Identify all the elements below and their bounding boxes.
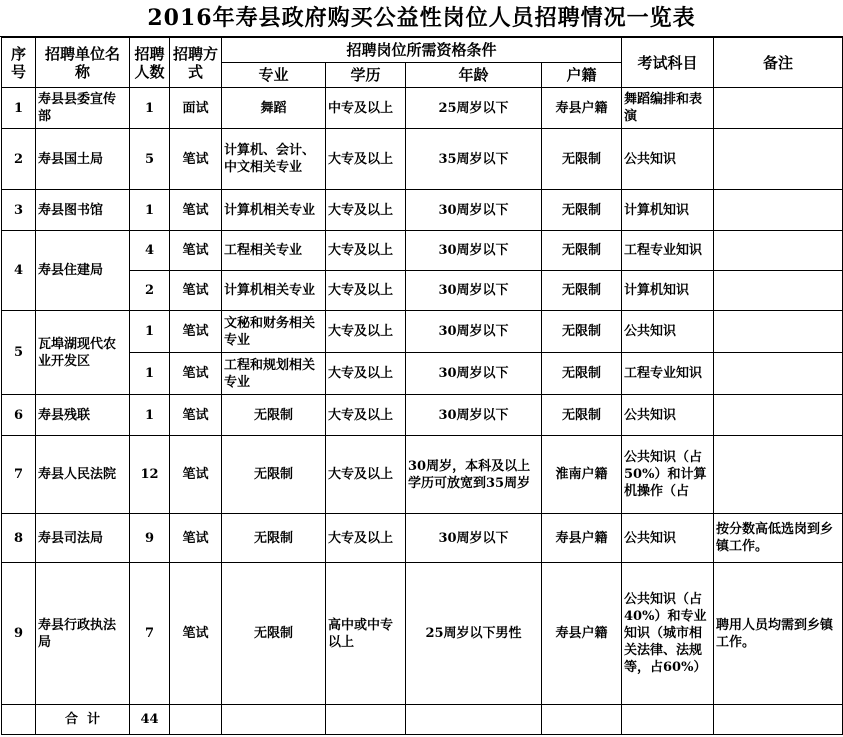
cell-age: 30周岁以下 — [406, 271, 542, 311]
cell-remark: 按分数高低选岗到乡镇工作。 — [714, 514, 843, 563]
header-hukou: 户籍 — [542, 63, 622, 88]
cell-education: 大专及以上 — [326, 271, 406, 311]
cell-subject: 公共知识（占40%）和专业知识（城市相关法律、法规等，占60%） — [622, 563, 714, 705]
cell-hukou: 无限制 — [542, 353, 622, 395]
cell-count: 1 — [130, 395, 170, 436]
empty-cell — [406, 705, 542, 735]
cell-remark — [714, 311, 843, 353]
cell-subject: 工程专业知识 — [622, 353, 714, 395]
total-label: 合 计 — [36, 705, 130, 735]
cell-age: 30周岁以下 — [406, 190, 542, 231]
cell-count: 4 — [130, 231, 170, 271]
cell-major: 计算机相关专业 — [222, 271, 326, 311]
cell-major: 无限制 — [222, 436, 326, 514]
cell-seq: 9 — [2, 563, 36, 705]
table-row — [2, 395, 843, 436]
header-education: 学历 — [326, 63, 406, 88]
header-major: 专业 — [222, 63, 326, 88]
cell-subject: 公共知识 — [622, 395, 714, 436]
cell-count: 9 — [130, 514, 170, 563]
cell-education: 大专及以上 — [326, 514, 406, 563]
cell-method: 笔试 — [170, 353, 222, 395]
cell-major: 无限制 — [222, 563, 326, 705]
cell-hukou: 寿县户籍 — [542, 88, 622, 129]
cell-method: 面试 — [170, 88, 222, 129]
empty-cell — [170, 705, 222, 735]
cell-education: 大专及以上 — [326, 311, 406, 353]
cell-method: 笔试 — [170, 563, 222, 705]
table-row — [2, 563, 843, 705]
cell-age: 30周岁以下 — [406, 514, 542, 563]
table-row — [2, 190, 843, 231]
cell-unit: 寿县司法局 — [36, 514, 130, 563]
total-row — [2, 705, 843, 735]
cell-seq: 2 — [2, 129, 36, 190]
cell-hukou: 无限制 — [542, 190, 622, 231]
cell-method: 笔试 — [170, 311, 222, 353]
cell-age: 30周岁以下 — [406, 395, 542, 436]
cell-unit: 寿县住建局 — [36, 231, 130, 311]
cell-method: 笔试 — [170, 190, 222, 231]
cell-major: 工程相关专业 — [222, 231, 326, 271]
cell-major: 文秘和财务相关专业 — [222, 311, 326, 353]
cell-hukou: 无限制 — [542, 231, 622, 271]
cell-remark — [714, 395, 843, 436]
cell-seq: 7 — [2, 436, 36, 514]
cell-seq: 8 — [2, 514, 36, 563]
header-remark: 备注 — [714, 38, 843, 88]
cell-hukou: 无限制 — [542, 271, 622, 311]
table-row — [2, 514, 843, 563]
cell-unit: 寿县国土局 — [36, 129, 130, 190]
table-row — [2, 436, 843, 514]
cell-age: 35周岁以下 — [406, 129, 542, 190]
cell-education: 大专及以上 — [326, 231, 406, 271]
cell-count: 12 — [130, 436, 170, 514]
cell-subject: 公共知识（占50%）和计算机操作（占 — [622, 436, 714, 514]
cell-seq: 3 — [2, 190, 36, 231]
cell-age: 30周岁以下 — [406, 231, 542, 271]
cell-method: 笔试 — [170, 436, 222, 514]
cell-method: 笔试 — [170, 395, 222, 436]
cell-count: 1 — [130, 88, 170, 129]
cell-hukou: 无限制 — [542, 311, 622, 353]
cell-unit: 寿县行政执法局 — [36, 563, 130, 705]
cell-method: 笔试 — [170, 514, 222, 563]
cell-hukou: 寿县户籍 — [542, 514, 622, 563]
cell-method: 笔试 — [170, 129, 222, 190]
header-method: 招聘方式 — [170, 38, 222, 88]
cell-education: 中专及以上 — [326, 88, 406, 129]
cell-hukou: 淮南户籍 — [542, 436, 622, 514]
cell-remark — [714, 88, 843, 129]
cell-unit: 瓦埠湖现代农业开发区 — [36, 311, 130, 395]
cell-subject: 公共知识 — [622, 129, 714, 190]
cell-subject: 舞蹈编排和表演 — [622, 88, 714, 129]
cell-count: 1 — [130, 190, 170, 231]
cell-unit: 寿县县委宣传部 — [36, 88, 130, 129]
empty-cell — [222, 705, 326, 735]
cell-age: 25周岁以下 — [406, 88, 542, 129]
cell-subject: 工程专业知识 — [622, 231, 714, 271]
cell-count: 1 — [130, 353, 170, 395]
cell-method: 笔试 — [170, 271, 222, 311]
table-row — [2, 88, 843, 129]
cell-major: 无限制 — [222, 514, 326, 563]
header-unit: 招聘单位名称 — [36, 38, 130, 88]
cell-education: 大专及以上 — [326, 190, 406, 231]
table-row — [2, 231, 843, 271]
cell-hukou: 无限制 — [542, 395, 622, 436]
cell-subject: 公共知识 — [622, 514, 714, 563]
cell-age: 30周岁以下 — [406, 353, 542, 395]
cell-major: 工程和规划相关专业 — [222, 353, 326, 395]
cell-age: 30周岁以下 — [406, 311, 542, 353]
cell-subject: 公共知识 — [622, 311, 714, 353]
cell-education: 大专及以上 — [326, 395, 406, 436]
table-row — [2, 311, 843, 353]
total-seq-cell — [2, 705, 36, 735]
cell-major: 计算机相关专业 — [222, 190, 326, 231]
header-count: 招聘人数 — [130, 38, 170, 88]
header-conditions: 招聘岗位所需资格条件 — [222, 38, 622, 63]
cell-remark — [714, 353, 843, 395]
cell-count: 2 — [130, 271, 170, 311]
cell-unit: 寿县图书馆 — [36, 190, 130, 231]
header-seq: 序号 — [2, 38, 36, 88]
cell-hukou: 无限制 — [542, 129, 622, 190]
cell-age: 25周岁以下男性 — [406, 563, 542, 705]
cell-education: 大专及以上 — [326, 436, 406, 514]
cell-education: 大专及以上 — [326, 353, 406, 395]
cell-unit: 寿县残联 — [36, 395, 130, 436]
cell-unit: 寿县人民法院 — [36, 436, 130, 514]
cell-remark — [714, 271, 843, 311]
cell-count: 5 — [130, 129, 170, 190]
cell-count: 7 — [130, 563, 170, 705]
cell-count: 1 — [130, 311, 170, 353]
total-count: 44 — [130, 705, 170, 735]
cell-hukou: 寿县户籍 — [542, 563, 622, 705]
empty-cell — [622, 705, 714, 735]
recruitment-table — [1, 37, 843, 735]
cell-major: 无限制 — [222, 395, 326, 436]
cell-remark — [714, 190, 843, 231]
header-subject: 考试科目 — [622, 38, 714, 88]
cell-seq: 4 — [2, 231, 36, 311]
table-row — [2, 129, 843, 190]
empty-cell — [714, 705, 843, 735]
cell-age: 30周岁，本科及以上学历可放宽到35周岁 — [406, 436, 542, 514]
empty-cell — [542, 705, 622, 735]
cell-subject: 计算机知识 — [622, 271, 714, 311]
cell-education: 大专及以上 — [326, 129, 406, 190]
cell-seq: 5 — [2, 311, 36, 395]
cell-remark — [714, 129, 843, 190]
cell-method: 笔试 — [170, 231, 222, 271]
cell-seq: 1 — [2, 88, 36, 129]
cell-major: 计算机、会计、中文相关专业 — [222, 129, 326, 190]
empty-cell — [326, 705, 406, 735]
table-title: 2016年寿县政府购买公益性岗位人员招聘情况一览表 — [0, 0, 843, 37]
cell-seq: 6 — [2, 395, 36, 436]
cell-remark — [714, 231, 843, 271]
cell-subject: 计算机知识 — [622, 190, 714, 231]
cell-remark — [714, 436, 843, 514]
cell-remark: 聘用人员均需到乡镇工作。 — [714, 563, 843, 705]
cell-education: 高中或中专以上 — [326, 563, 406, 705]
header-age: 年龄 — [406, 63, 542, 88]
cell-major: 舞蹈 — [222, 88, 326, 129]
